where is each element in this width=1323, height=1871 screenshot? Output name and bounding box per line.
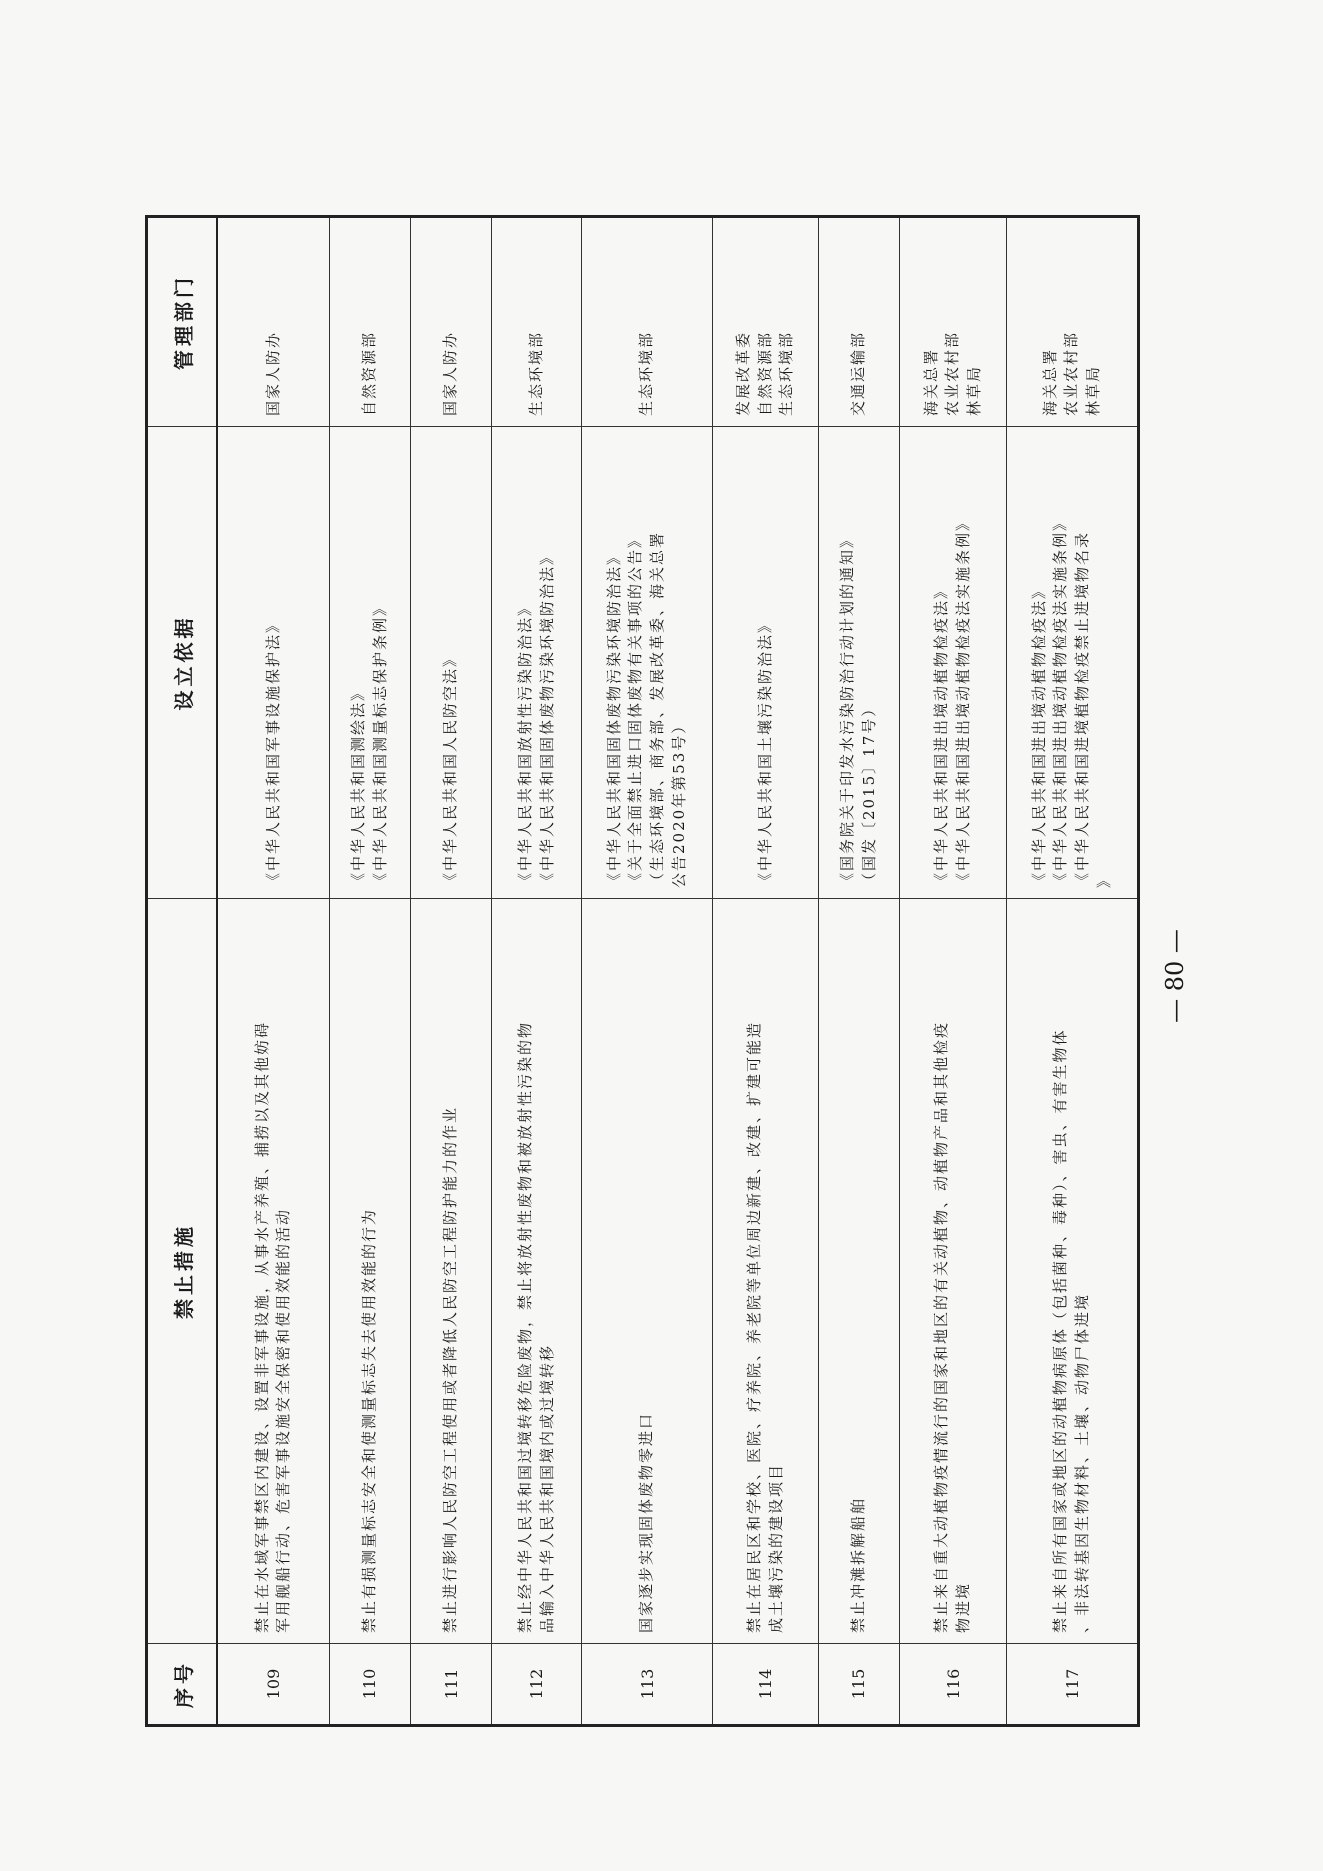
row-basis bbox=[899, 427, 1007, 899]
row-department-line: 海关总署 bbox=[1040, 347, 1059, 416]
row-measure bbox=[329, 899, 410, 1644]
row-measure-line: 禁止有损测量标志安全和使测量标志失去使用效能的行为 bbox=[360, 1207, 379, 1633]
row-basis-line: 《中华人民共和国进出境动植物检疫法》 bbox=[1029, 581, 1048, 888]
row-basis-line: 公告2020年第53号） bbox=[669, 716, 688, 888]
row-seq: 112 bbox=[492, 1644, 582, 1726]
row-measure bbox=[818, 899, 899, 1644]
row-basis-line: 《关于全面禁止进口固体废物有关事项的公告》 bbox=[626, 530, 645, 888]
row-measure-line: 禁止在居民区和学校、医院、疗养院、养老院等单位周边新建、改建、扩建可能造 bbox=[744, 1020, 763, 1633]
row-measure bbox=[217, 899, 329, 1644]
table-row bbox=[1007, 217, 1139, 1726]
row-basis-line: 《中华人民共和国进出境动植物检疫法实施条例》 bbox=[1051, 513, 1070, 888]
row-department bbox=[713, 217, 818, 427]
row-department-line: 生态环境部 bbox=[637, 330, 656, 416]
row-measure-line: 、非法转基因生物材料、土壤、动物尸体进境 bbox=[1073, 1292, 1092, 1633]
header-measure: 禁止措施 bbox=[147, 899, 218, 1644]
row-department-line: 林草局 bbox=[1084, 364, 1103, 416]
row-department-line: 交通运输部 bbox=[848, 330, 867, 416]
row-department bbox=[411, 217, 492, 427]
row-measure bbox=[582, 899, 713, 1644]
row-basis-line: 《中华人民共和国人民防空法》 bbox=[441, 649, 460, 888]
row-seq: 115 bbox=[818, 1644, 899, 1726]
table-row bbox=[713, 217, 818, 1726]
row-measure-line: 国家逐步实现固体废物零进口 bbox=[637, 1411, 656, 1633]
row-department-line: 自然资源部 bbox=[360, 330, 379, 416]
row-basis bbox=[329, 427, 410, 899]
row-basis bbox=[582, 427, 713, 899]
row-basis-line: （生态环境部、商务部、发展改革委、海关总署 bbox=[648, 530, 667, 888]
row-seq: 111 bbox=[411, 1644, 492, 1726]
row-measure-line: 禁止经中华人民共和国过境转移危险废物，禁止将放射性废物和被放射性污染的物 bbox=[515, 1020, 534, 1633]
row-department-line: 生态环境部 bbox=[777, 330, 796, 416]
row-department-line: 国家人防办 bbox=[441, 330, 460, 416]
row-basis-line: 《中华人民共和国进境植物检疫禁止进境物名录 bbox=[1073, 530, 1092, 888]
row-measure-line: 禁止来自所有国家或地区的动植物病原体（包括菌种、毒种）、害虫、有害生物体 bbox=[1051, 1028, 1070, 1633]
row-department-line: 生态环境部 bbox=[526, 330, 545, 416]
row-seq: 109 bbox=[217, 1644, 329, 1726]
row-basis-line: 《中华人民共和国固体废物污染环境防治法》 bbox=[604, 547, 623, 888]
table-row bbox=[217, 217, 329, 1726]
row-basis-line: 《中华人民共和国放射性污染防治法》 bbox=[515, 598, 534, 888]
row-department-line: 林草局 bbox=[965, 364, 984, 416]
row-measure bbox=[411, 899, 492, 1644]
row-basis bbox=[411, 427, 492, 899]
table-header-row bbox=[147, 217, 218, 1726]
row-basis bbox=[1007, 427, 1139, 899]
table-row bbox=[818, 217, 899, 1726]
row-department-line: 自然资源部 bbox=[755, 330, 774, 416]
table-row bbox=[582, 217, 713, 1726]
row-basis-line: 《中华人民共和国进出境动植物检疫法》 bbox=[932, 581, 951, 888]
row-measure-line: 禁止冲滩拆解船舶 bbox=[848, 1496, 867, 1633]
row-basis-line: 《中华人民共和国军事设施保护法》 bbox=[263, 615, 282, 888]
row-department bbox=[329, 217, 410, 427]
row-department-line: 国家人防办 bbox=[263, 330, 282, 416]
table-row bbox=[899, 217, 1007, 1726]
row-basis-line: 《国务院关于印发水污染防治行动计划的通知》 bbox=[838, 530, 857, 888]
row-measure-line: 物进境 bbox=[954, 1581, 973, 1633]
row-basis-line: 《中华人民共和国测量标志保护条例》 bbox=[370, 598, 389, 888]
table-row bbox=[492, 217, 582, 1726]
row-basis bbox=[818, 427, 899, 899]
page-number bbox=[1150, 916, 1200, 1036]
row-measure-line: 禁止在水域军事禁区内建设、设置非军事设施，从事水产养殖、捕捞以及其他妨碍 bbox=[252, 1020, 271, 1633]
row-basis-line: （国发〔2015〕17号） bbox=[859, 699, 878, 888]
row-department-line: 海关总署 bbox=[921, 347, 940, 416]
table-row bbox=[411, 217, 492, 1726]
rotated-page bbox=[145, 218, 1140, 1727]
row-seq: 114 bbox=[713, 1644, 818, 1726]
row-department-line: 农业农村部 bbox=[943, 330, 962, 416]
row-measure bbox=[899, 899, 1007, 1644]
row-department bbox=[492, 217, 582, 427]
row-basis-line: 《中华人民共和国土壤污染防治法》 bbox=[755, 615, 774, 888]
page-number-text: — 80 — bbox=[1161, 929, 1190, 1023]
row-department bbox=[1007, 217, 1139, 427]
row-department bbox=[818, 217, 899, 427]
row-basis bbox=[217, 427, 329, 899]
row-seq: 116 bbox=[899, 1644, 1007, 1726]
row-seq: 110 bbox=[329, 1644, 410, 1726]
row-measure-line: 禁止进行影响人民防空工程使用或者降低人民防空工程防护能力的作业 bbox=[441, 1105, 460, 1633]
table-row bbox=[329, 217, 410, 1726]
header-basis: 设立依据 bbox=[147, 427, 218, 899]
row-measure bbox=[492, 899, 582, 1644]
row-measure-line: 军用舰船行动、危害军事设施安全保密和使用效能的活动 bbox=[274, 1207, 293, 1633]
header-seq: 序号 bbox=[147, 1644, 218, 1726]
row-basis-line: 《中华人民共和国测绘法》 bbox=[349, 683, 368, 888]
row-basis bbox=[492, 427, 582, 899]
row-measure-line: 品输入中华人民共和国境内或过境转移 bbox=[537, 1343, 556, 1633]
row-basis-line: 》 bbox=[1094, 870, 1113, 888]
row-basis-line: 《中华人民共和国进出境动植物检疫法实施条例》 bbox=[954, 513, 973, 888]
row-department bbox=[217, 217, 329, 427]
row-department bbox=[899, 217, 1007, 427]
row-department-line: 发展改革委 bbox=[733, 330, 752, 416]
row-department bbox=[582, 217, 713, 427]
row-basis-line: 《中华人民共和国固体废物污染环境防治法》 bbox=[537, 547, 556, 888]
row-seq: 113 bbox=[582, 1644, 713, 1726]
row-measure-line: 禁止来自重大动植物疫情流行的国家和地区的有关动植物、动植物产品和其他检疫 bbox=[932, 1020, 951, 1633]
row-measure bbox=[1007, 899, 1139, 1644]
row-measure-line: 成土壤污染的建设项目 bbox=[766, 1462, 785, 1633]
row-department-line: 农业农村部 bbox=[1062, 330, 1081, 416]
row-seq: 117 bbox=[1007, 1644, 1139, 1726]
row-measure bbox=[713, 899, 818, 1644]
prohibition-measures-table bbox=[145, 215, 1140, 1727]
row-basis bbox=[713, 427, 818, 899]
header-department: 管理部门 bbox=[147, 217, 218, 427]
